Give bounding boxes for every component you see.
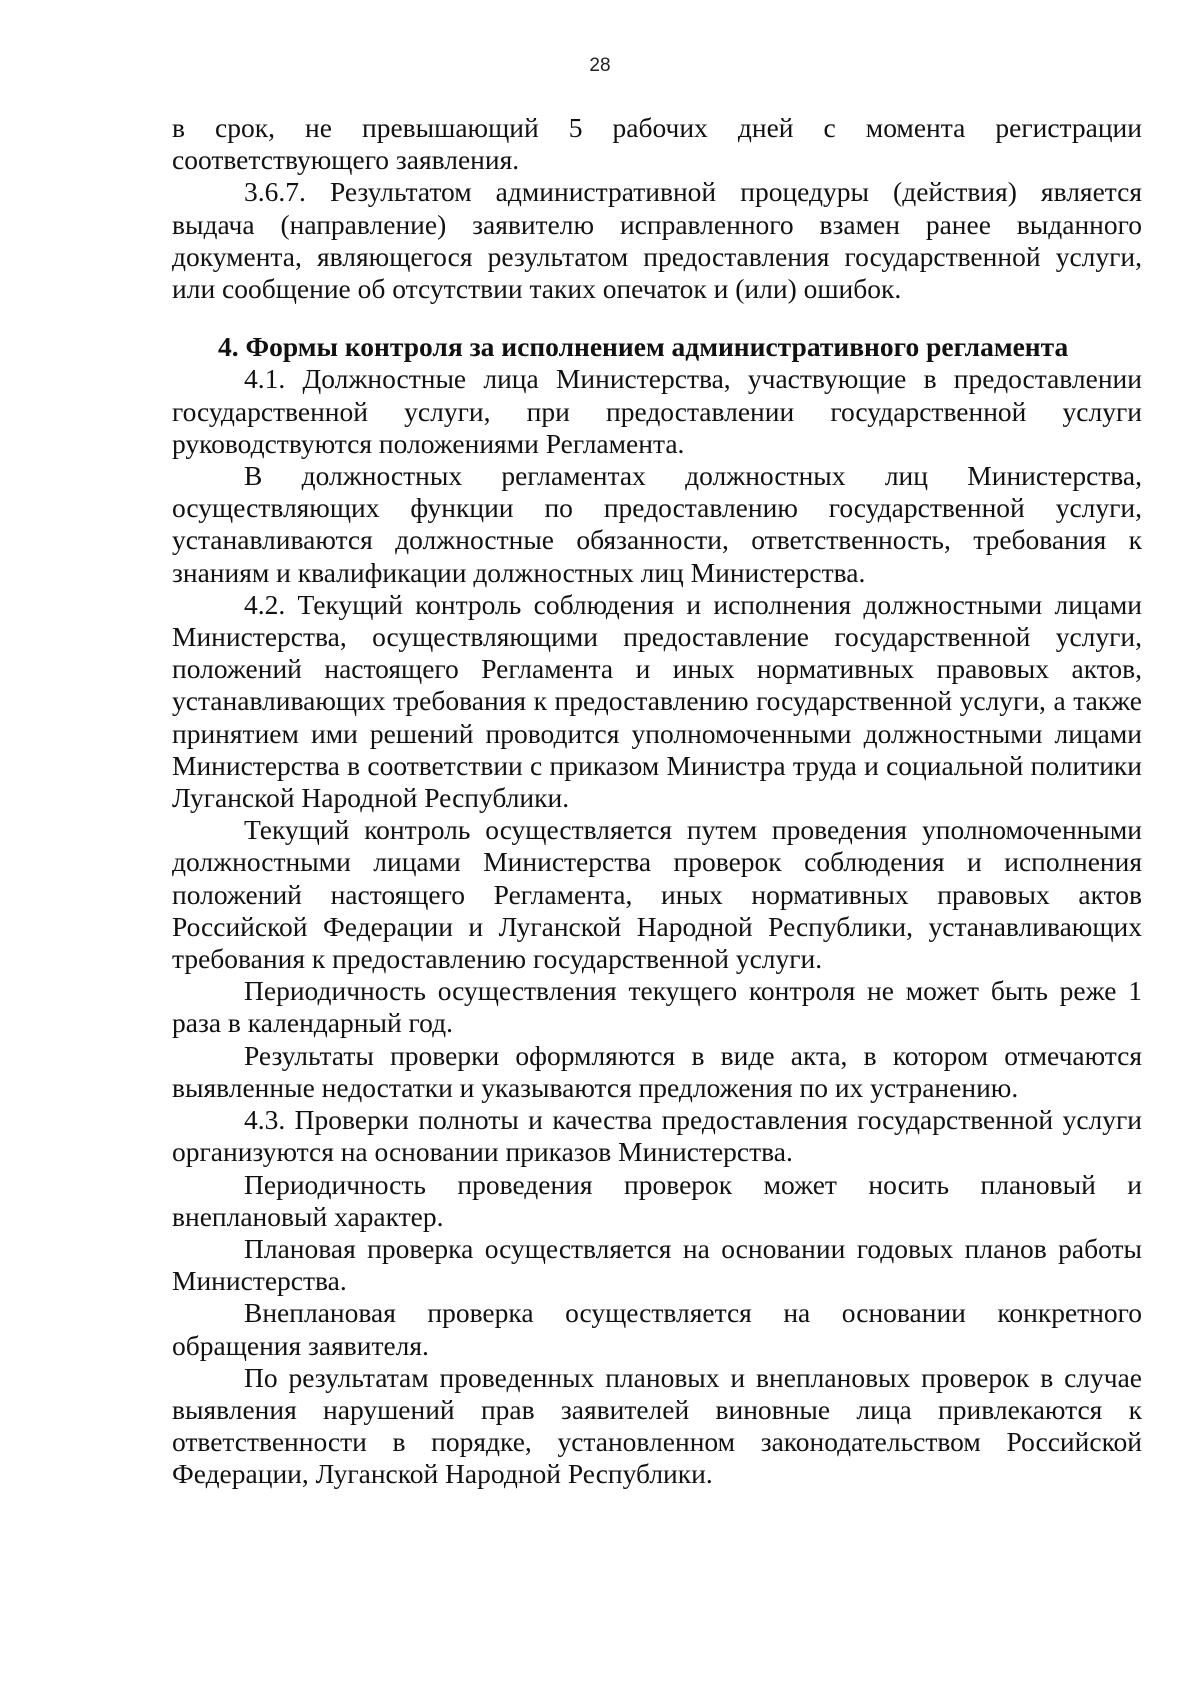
paragraph-liability: По результатам проведенных плановых и внеплановых проверок в случае выявления нарушений прав заявителей виновные лица привлекаются к ответственности в порядке, установленном законодательством Российской Федерации, Луганской Народной Республики. [172,1361,1142,1490]
paragraph-continuation: в срок, не превышающий 5 рабочих дней с момента регистрации соответствующего заявления. [172,112,1142,176]
document-body [172,112,1142,1491]
paragraph-inspection-frequency: Периодичность проведения проверок может носить плановый и внеплановый характер. [172,1168,1142,1232]
paragraph-inspection-results: Результаты проверки оформляются в виде акта, в котором отмечаются выявленные недостатки и указываются предложения по их устранению. [172,1039,1142,1103]
paragraph-4-2: 4.2. Текущий контроль соблюдения и исполнения должностными лицами Министерства, осуществляющими предоставление государственной услуги, положений настоящего Регламента и иных нормативных правовых актов, устанавливающих требования к предоставлению государственной услуги, а также принятием ими решений проводится уполномоченными должностными лицами Министерства в соответствии с приказом Министра труда и социальной политики Луганской Народной Республики. [172,588,1142,814]
paragraph-current-control: Текущий контроль осуществляется путем проведения уполномоченными должностными лицами Министерства проверок соблюдения и исполнения положений настоящего Регламента, иных нормативных правовых актов Российской Федерации и Луганской Народной Республики, устанавливающих требования к предоставлению государственной услуги. [172,814,1142,975]
section-heading: 4. Формы контроля за исполнением административного регламента [218,331,1069,363]
paragraph-unplanned-inspection: Внеплановая проверка осуществляется на основании конкретного обращения заявителя. [172,1297,1142,1361]
paragraph-job-regulations: В должностных регламентах должностных лиц Министерства, осуществляющих функции по предоставлению государственной услуги, устанавливаются должностные обязанности, ответственность, требования к знаниям и квалификации должностных лиц Министерства. [172,460,1142,588]
paragraph-planned-inspection: Плановая проверка осуществляется на основании годовых планов работы Министерства. [172,1232,1142,1297]
paragraph-3-6-7: 3.6.7. Результатом административной процедуры (действия) является выдача (направление) заявителю исправленного взамен ранее выданного документа, являющегося результатом предоставления государственной услуги, или сообщение об отсутствии таких опечаток и (или) ошибок. [172,176,1142,305]
paragraph-4-1: 4.1. Должностные лица Министерства, участвующие в предоставлении государственной услуги, при предоставлении государственной услуги руководствуются положениями Регламента. [172,363,1142,459]
page-number: 28 [589,55,611,76]
paragraph-4-3: 4.3. Проверки полноты и качества предоставления государственной услуги организуются на основании приказов Министерства. [172,1104,1142,1168]
paragraph-control-frequency: Периодичность осуществления текущего контроля не может быть реже 1 раза в календарный год. [172,975,1142,1039]
